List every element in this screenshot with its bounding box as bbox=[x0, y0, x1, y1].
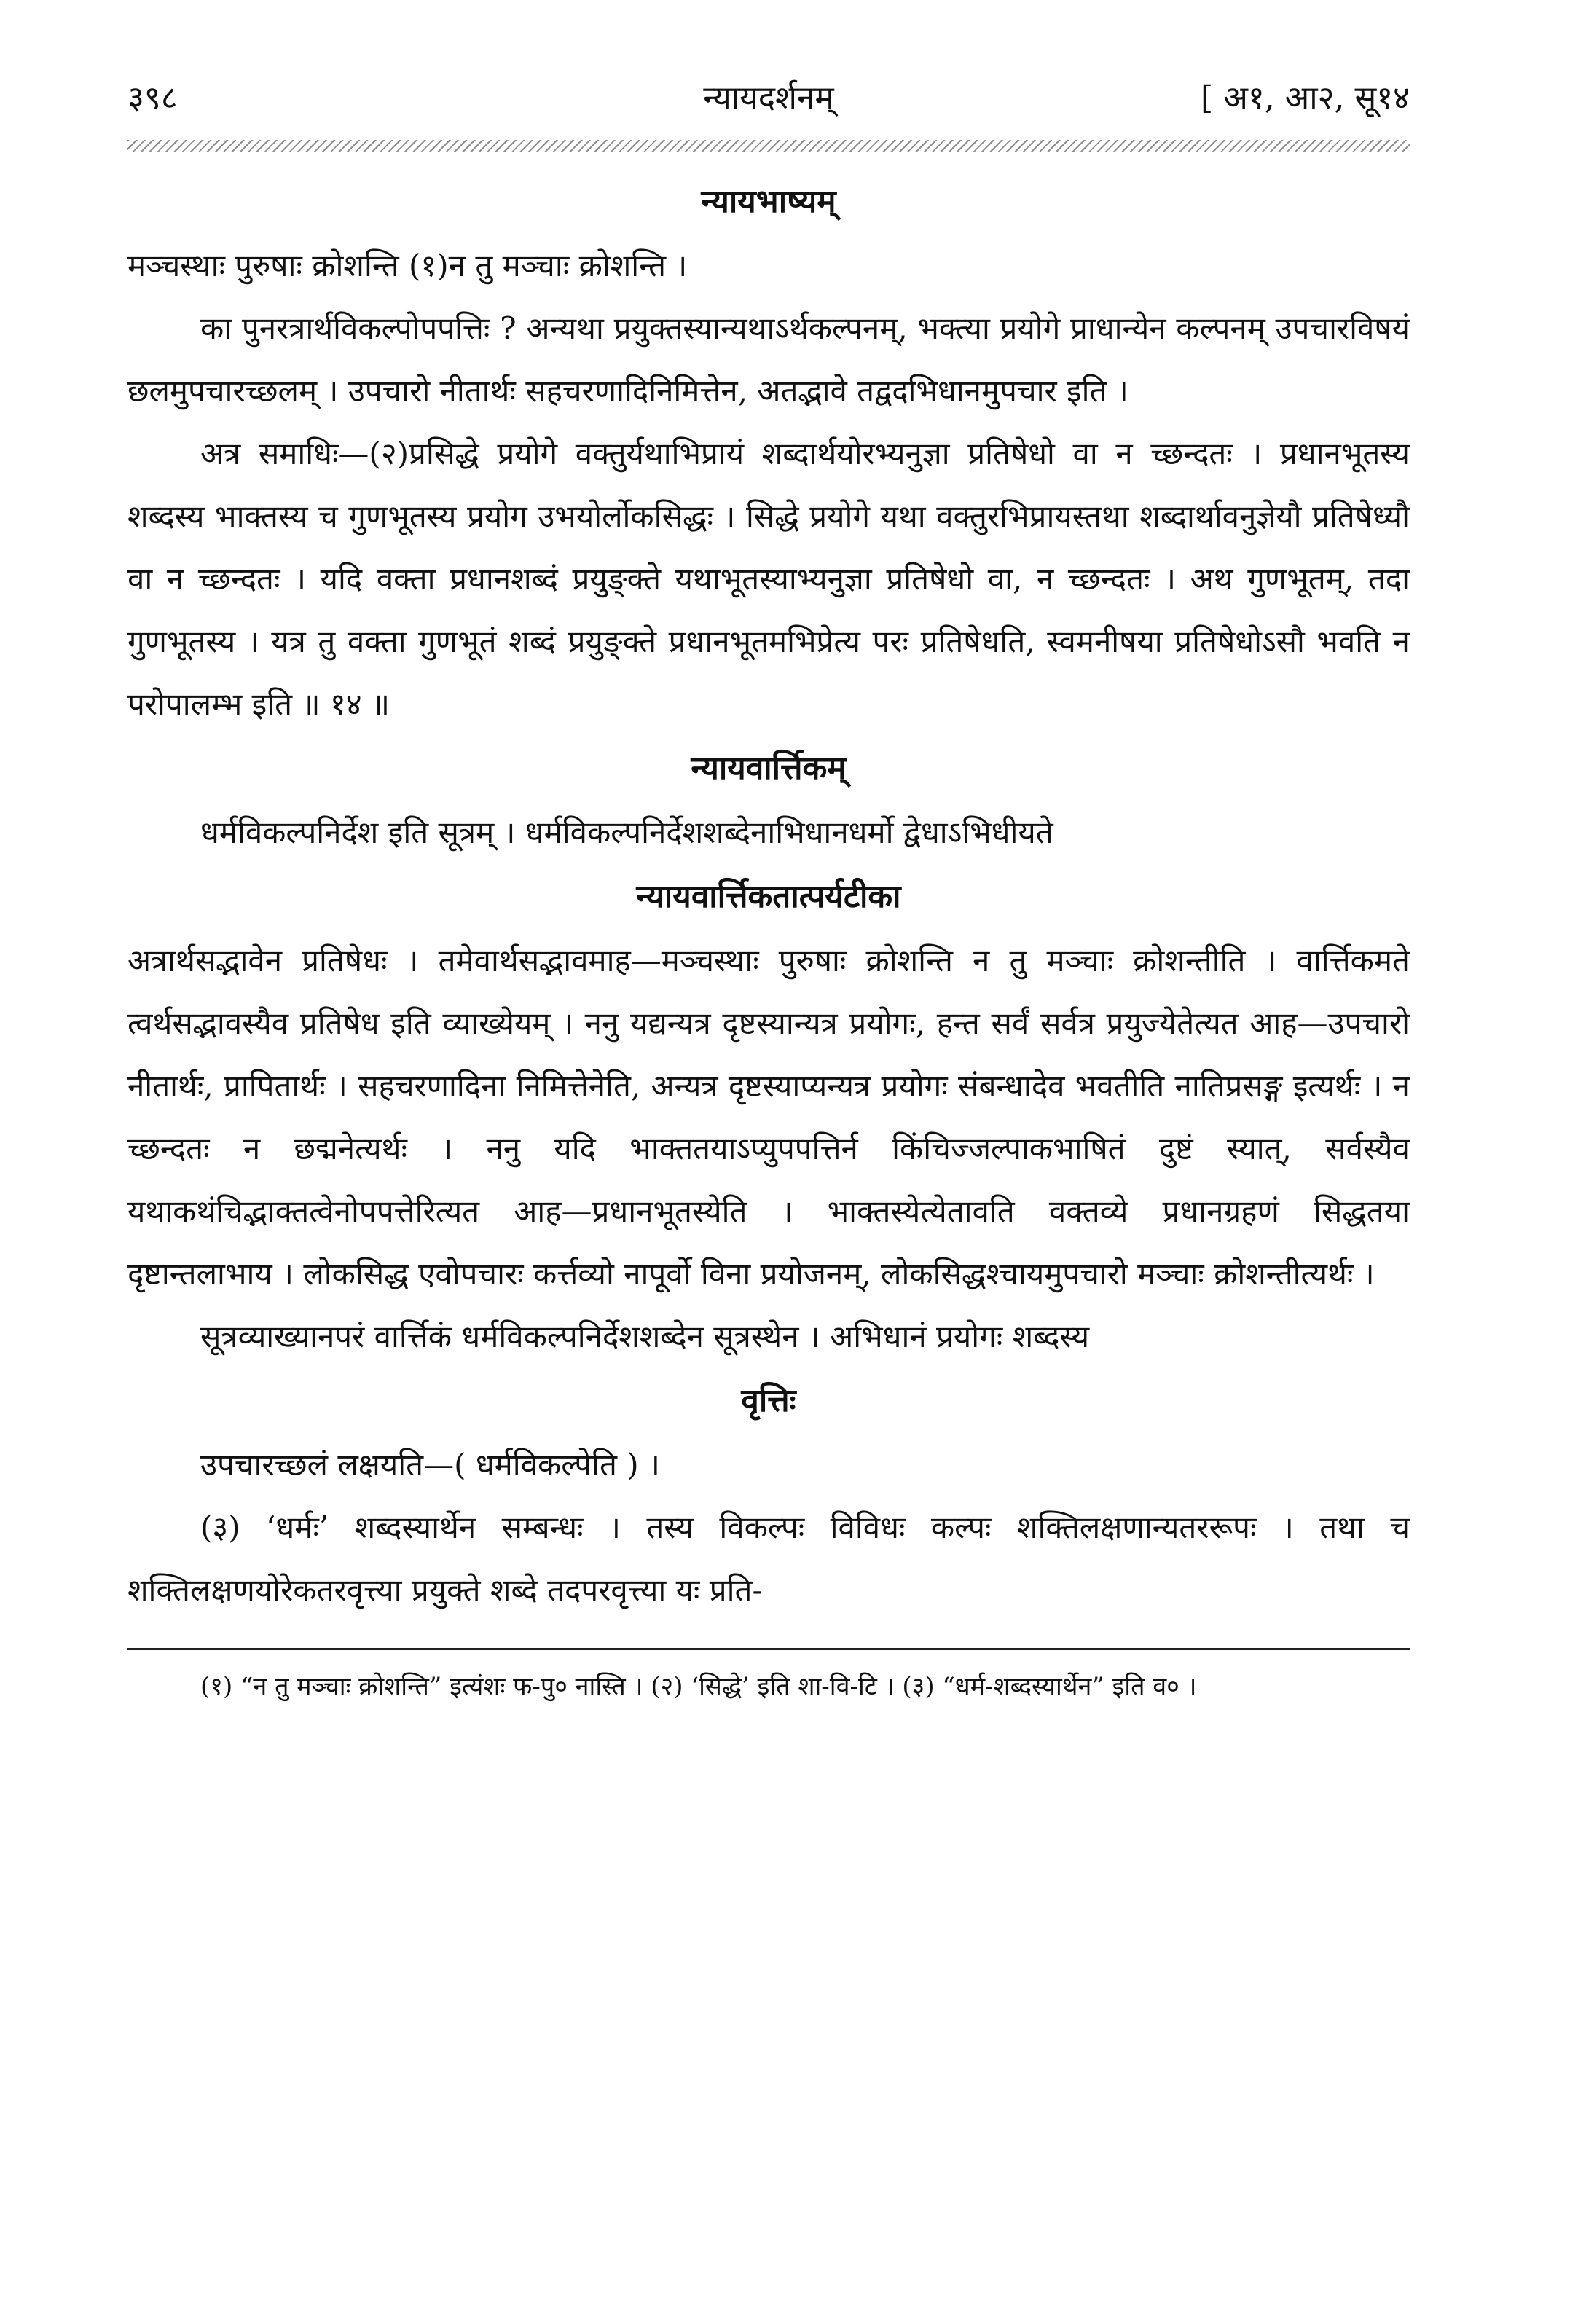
section-heading-nyayabhashya: न्यायभाष्यम् bbox=[701, 183, 836, 220]
book-page bbox=[127, 58, 1410, 2273]
chapter-reference: [ अ१, आ२, सू१४ bbox=[1201, 79, 1410, 117]
running-title: न्यायदर्शनम् bbox=[703, 79, 834, 117]
vritti-paragraph-2: (३) ‘धर्मः’ शब्दस्यार्थेन सम्बन्धः । तस्य विकल्पः विविधः कल्पः शक्तिलक्षणान्यतररूपः । तथा च शक्तिलक्षणयोरेकतरवृत्त्या प्रयुक्ते शब्दे तदपरवृत्त्या यः प्रति- bbox=[127, 1510, 1410, 1608]
section-heading-vritti: वृत्तिः bbox=[741, 1382, 796, 1419]
bhashya-paragraph-3: अत्र समाधिः—(२)प्रसिद्धे प्रयोगे वक्तुर्यथाभिप्रायं शब्दार्थयोरभ्यनुज्ञा प्रतिषेधो वा न च्छन्दतः । प्रधानभूतस्य शब्दस्य भाक्तस्य च गुणभूतस्य प्रयोग उभयोर्लोकसिद्धः । सिद्धे प्रयोगे यथा वक्तुरभिप्रायस्तथा शब्दार्थावनुज्ञेयौ प्रतिषेध्यौ वा न च्छन्दतः । यदि वक्ता प्रधानशब्दं प्रयुङ्क्ते यथाभूतस्याभ्यनुज्ञा प्रतिषेधो वा, न च्छन्दतः । अथ गुणभूतम्, तदा गुणभूतस्य । यत्र तु वक्ता गुणभूतं शब्दं प्रयुङ्क्ते प्रधानभूतमभिप्रेत्य परः प्रतिषेधति, स्वमनीषया प्रतिषेधोऽसौ भवति न परोपालम्भ इति ॥ १४ ॥ bbox=[127, 436, 1410, 722]
bhashya-paragraph-1: मञ्चस्थाः पुरुषाः क्रोशन्ति (१)न तु मञ्चाः क्रोशन्ति । bbox=[127, 248, 688, 283]
page-number: ३९८ bbox=[127, 79, 178, 117]
bhashya-paragraph-2: का पुनरत्रार्थविकल्पोपपत्तिः ? अन्यथा प्रयुक्तस्यान्यथाऽर्थकल्पनम्, भक्त्या प्रयोगे प्राधान्येन कल्पनम् उपचारविषयं छलमुपचारच्छलम् । उपचारो नीतार्थः सहचरणादिनिमित्तेन, अतद्भावे तद्वदभिधानमुपचार इति । bbox=[127, 310, 1410, 409]
header-wavy-rule bbox=[127, 140, 1410, 152]
footnote-text: (१) “न तु मञ्चाः क्रोशन्ति” इत्यंशः फ-पु० नास्ति । (२) ‘सिद्धे’ इति शा-वि-टि । (३) “धर्म-शब्दस्यार्थेन” इति व० । bbox=[200, 1672, 1197, 1701]
tika-paragraph-1: अत्रार्थसद्भावेन प्रतिषेधः । तमेवार्थसद्भावमाह—मञ्चस्थाः पुरुषाः क्रोशन्ति न तु मञ्चाः क्रोशन्तीति । वार्त्तिकमते त्वर्थसद्भावस्यैव प्रतिषेध इति व्याख्येयम् । ननु यद्यन्यत्र दृष्टस्यान्यत्र प्रयोगः, हन्त सर्वं सर्वत्र प्रयुज्येतेत्यत आह—उपचारो नीतार्थः, प्रापितार्थः । सहचरणादिना निमित्तेनेति, अन्यत्र दृष्टस्याप्यन्यत्र प्रयोगः संबन्धादेव भवतीति नातिप्रसङ्ग इत्यर्थः । न च्छन्दतः न छद्मनेत्यर्थः । ननु यदि भाक्ततयाऽप्युपपत्तिर्न किंचिज्जल्पाकभाषितं दुष्टं स्यात्, सर्वस्यैव यथाकथंचिद्भाक्तत्वेनोपपत्तेरित्यत आह—प्रधानभूतस्येति । भाक्तस्येत्येतावति वक्तव्ये प्रधानग्रहणं सिद्धतया दृष्टान्तलाभाय । लोकसिद्ध एवोपचारः कर्त्तव्यो नापूर्वो विना प्रयोजनम्, लोकसिद्धश्चायमुपचारो मञ्चाः क्रोशन्तीत्यर्थः । bbox=[127, 943, 1410, 1292]
section-heading-tatparyatika: न्यायवार्त्तिकतात्पर्यटीका bbox=[636, 878, 901, 915]
footnote-rule bbox=[127, 1648, 1410, 1650]
varttika-paragraph-1: धर्मविकल्पनिर्देश इति सूत्रम् । धर्मविकल्पनिर्देशशब्देनाभिधानधर्मो द्वेधाऽभिधीयते bbox=[200, 814, 1053, 850]
section-heading-nyayavarttika: न्यायवार्त्तिकम् bbox=[691, 750, 847, 787]
running-head bbox=[127, 58, 1410, 138]
vritti-paragraph-1: उपचारच्छलं लक्षयति—( धर्मविकल्पेति ) । bbox=[200, 1447, 660, 1483]
tika-paragraph-2: सूत्रव्याख्यानपरं वार्त्तिकं धर्मविकल्पनिर्देशशब्देन सूत्रस्थेन । अभिधानं प्रयोगः शब्दस्य bbox=[200, 1319, 1090, 1354]
